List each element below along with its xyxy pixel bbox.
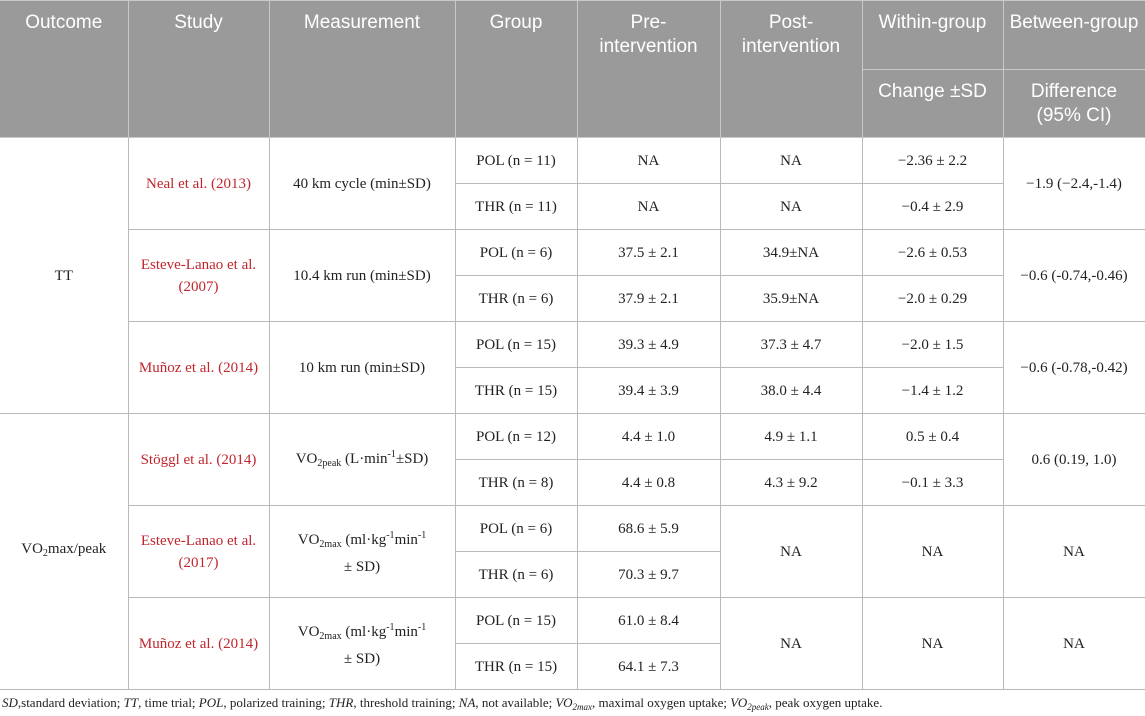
measurement-cell [269, 414, 455, 506]
within-cell: 0.5 ± 0.4 [862, 414, 1003, 460]
table-row [0, 598, 1145, 644]
measurement-cell: 10 km run (min±SD) [269, 322, 455, 414]
measurement-cell [269, 506, 455, 598]
outcome-vo2-prefix: VO [21, 541, 43, 557]
group-cell: THR (n = 15) [455, 644, 577, 690]
post-cell: NA [720, 138, 862, 184]
between-cell: NA [1003, 598, 1145, 690]
pre-cell: 4.4 ± 0.8 [577, 460, 720, 506]
measurement-subscript: 2max [319, 631, 342, 642]
group-cell: POL (n = 15) [455, 598, 577, 644]
outcome-tt: TT [0, 138, 128, 414]
within-cell: −1.4 ± 1.2 [862, 368, 1003, 414]
measurement-superscript: -1 [387, 449, 396, 460]
footnote-abbr: THR [328, 695, 354, 710]
measurement-suffix: ± SD) [343, 559, 381, 575]
study-link[interactable]: Stöggl et al. (2014) [128, 414, 269, 506]
group-cell: POL (n = 11) [455, 138, 577, 184]
measurement-suffix: ±SD) [395, 451, 429, 467]
header-difference-ci: Difference (95% CI) [1003, 70, 1145, 138]
measurement-cell: 40 km cycle (min±SD) [269, 138, 455, 230]
footnote-definition: , maximal oxygen uptake; [592, 695, 731, 710]
study-link[interactable]: Muñoz et al. (2014) [128, 598, 269, 690]
post-cell: 34.9±NA [720, 230, 862, 276]
footnote-subscript: 2peak [747, 702, 769, 712]
table-row [0, 138, 1145, 184]
footnote-definition: , not available; [475, 695, 556, 710]
header-study: Study [128, 1, 269, 138]
footnote-abbr: POL [198, 695, 224, 710]
post-cell: NA [720, 598, 862, 690]
header-within-group: Within-group [862, 1, 1003, 70]
study-link[interactable]: Esteve-Lanao et al. (2007) [128, 230, 269, 322]
measurement-prefix: VO [295, 451, 318, 467]
pre-cell: 4.4 ± 1.0 [577, 414, 720, 460]
within-cell: −2.36 ± 2.2 [862, 138, 1003, 184]
between-cell: −0.6 (-0.74,-0.46) [1003, 230, 1145, 322]
footnote-definition: ,standard deviation; [17, 695, 124, 710]
header-measurement: Measurement [269, 1, 455, 138]
study-link[interactable]: Muñoz et al. (2014) [128, 322, 269, 414]
pre-cell: 39.3 ± 4.9 [577, 322, 720, 368]
header-change-sd: Change ±SD [862, 70, 1003, 138]
within-cell: −2.0 ± 1.5 [862, 322, 1003, 368]
footnote-definition: , time trial; [138, 695, 199, 710]
post-cell: 38.0 ± 4.4 [720, 368, 862, 414]
footnote-abbr: NA [458, 695, 476, 710]
group-cell: POL (n = 6) [455, 230, 577, 276]
header-pre-intervention: Pre-intervention [577, 1, 720, 138]
measurement-unit-min: min [394, 624, 418, 640]
between-cell: NA [1003, 506, 1145, 598]
group-cell: THR (n = 6) [455, 552, 577, 598]
between-cell: −0.6 (-0.78,-0.42) [1003, 322, 1145, 414]
within-cell: −2.0 ± 0.29 [862, 276, 1003, 322]
table-row [0, 506, 1145, 552]
measurement-cell: 10.4 km run (min±SD) [269, 230, 455, 322]
group-cell: THR (n = 11) [455, 184, 577, 230]
header-outcome: Outcome [0, 1, 128, 138]
outcome-vo2-suffix: max/peak [47, 541, 107, 557]
within-cell: NA [862, 598, 1003, 690]
measurement-suffix: ± SD) [343, 651, 381, 667]
pre-cell: 37.5 ± 2.1 [577, 230, 720, 276]
header-group: Group [455, 1, 577, 138]
group-cell: POL (n = 15) [455, 322, 577, 368]
measurement-subscript: 2max [319, 539, 342, 550]
outcome-vo2 [0, 414, 128, 690]
footnote-definition: , peak oxygen uptake. [768, 695, 883, 710]
measurement-superscript: -1 [417, 530, 427, 541]
group-cell: THR (n = 6) [455, 276, 577, 322]
study-link[interactable]: Neal et al. (2013) [128, 138, 269, 230]
between-cell: −1.9 (−2.4,-1.4) [1003, 138, 1145, 230]
table-body [0, 138, 1145, 690]
measurement-unit-min: min [394, 532, 418, 548]
header-between-group: Between-group [1003, 1, 1145, 70]
footnote-abbr: SD [2, 695, 18, 710]
measurement-superscript: -1 [386, 530, 395, 541]
post-cell: NA [720, 506, 862, 598]
pre-cell: 70.3 ± 9.7 [577, 552, 720, 598]
pre-cell: 61.0 ± 8.4 [577, 598, 720, 644]
study-link[interactable]: Esteve-Lanao et al. (2017) [128, 506, 269, 598]
table-row [0, 414, 1145, 460]
within-cell: −2.6 ± 0.53 [862, 230, 1003, 276]
table-header [0, 1, 1145, 138]
table-row [0, 322, 1145, 368]
post-cell: 35.9±NA [720, 276, 862, 322]
measurement-subscript: 2peak [317, 458, 342, 469]
group-cell: THR (n = 8) [455, 460, 577, 506]
pre-cell: 39.4 ± 3.9 [577, 368, 720, 414]
pre-cell: NA [577, 138, 720, 184]
measurement-unit: (L·min [341, 451, 388, 467]
outcome-vo2-subscript: 2 [42, 548, 48, 559]
post-cell: 4.3 ± 9.2 [720, 460, 862, 506]
footnote-subscript: 2max [572, 702, 592, 712]
group-cell: THR (n = 15) [455, 368, 577, 414]
within-cell: −0.1 ± 3.3 [862, 460, 1003, 506]
footnote-definition: , polarized training; [223, 695, 329, 710]
measurement-superscript: -1 [386, 622, 395, 633]
within-cell: NA [862, 506, 1003, 598]
measurement-prefix: VO [297, 532, 320, 548]
post-cell: NA [720, 184, 862, 230]
group-cell: POL (n = 6) [455, 506, 577, 552]
post-cell: 4.9 ± 1.1 [720, 414, 862, 460]
measurement-unit: (ml·kg [341, 532, 387, 548]
post-cell: 37.3 ± 4.7 [720, 322, 862, 368]
table-row [0, 230, 1145, 276]
footnote-definition: , threshold training; [353, 695, 459, 710]
pre-cell: NA [577, 184, 720, 230]
pre-cell: 37.9 ± 2.1 [577, 276, 720, 322]
group-cell: POL (n = 12) [455, 414, 577, 460]
pre-cell: 68.6 ± 5.9 [577, 506, 720, 552]
footnote-abbr: VO [730, 695, 748, 710]
measurement-prefix: VO [297, 624, 320, 640]
footnote-abbr: VO [555, 695, 573, 710]
between-cell: 0.6 (0.19, 1.0) [1003, 414, 1145, 506]
measurement-cell [269, 598, 455, 690]
pre-cell: 64.1 ± 7.3 [577, 644, 720, 690]
measurement-superscript: -1 [417, 622, 427, 633]
within-cell: −0.4 ± 2.9 [862, 184, 1003, 230]
measurement-unit: (ml·kg [341, 624, 387, 640]
table-footnote [2, 694, 1142, 716]
footnote-abbr: TT [123, 695, 139, 710]
header-post-intervention: Post-intervention [720, 1, 862, 138]
